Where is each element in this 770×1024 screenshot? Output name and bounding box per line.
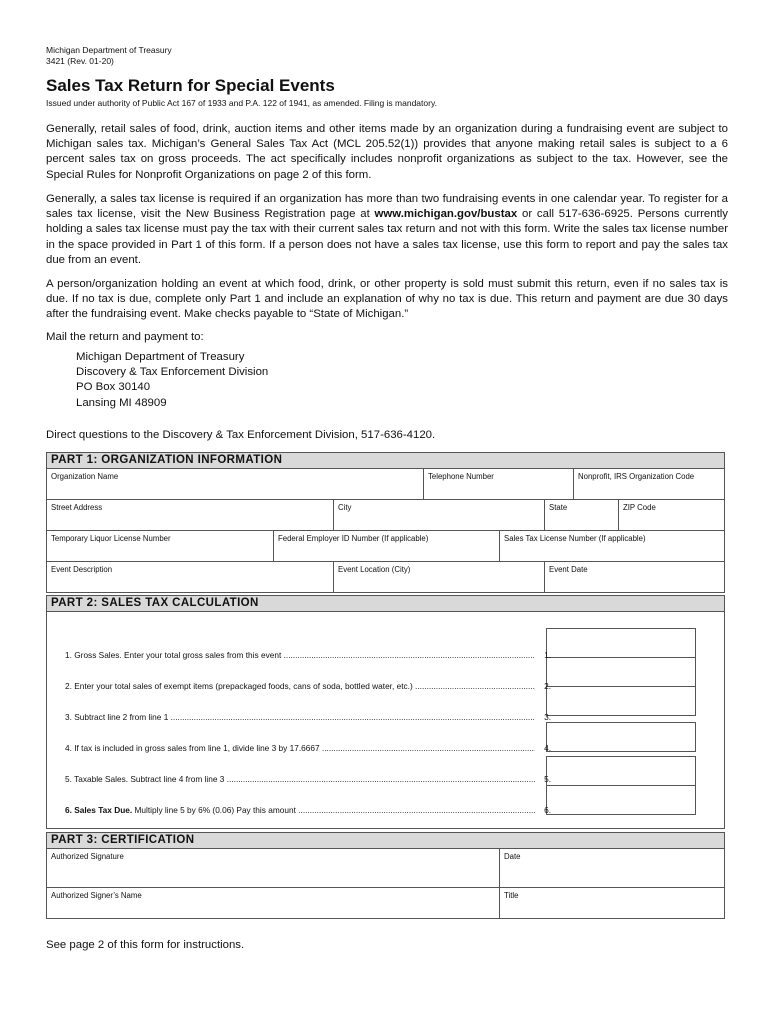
city-field[interactable]: City: [333, 499, 545, 531]
line-3-amount[interactable]: [546, 686, 696, 716]
line-1-amount[interactable]: [546, 628, 696, 658]
signer-name-field[interactable]: Authorized Signer’s Name: [46, 887, 500, 919]
line-2-amount[interactable]: [546, 657, 696, 687]
fein-field[interactable]: Federal Employer ID Number (If applicable): [273, 530, 500, 562]
line-number: 5.: [544, 774, 551, 784]
mail-instructions: Mail the return and payment to:: [46, 331, 204, 343]
intro-paragraph-3: A person/organization holding an event at which food, drink, or other property is sold must submit this return, even if no sales tax is due. If no tax is due, complete only Part 1 and include an explanation of why no tax is due. This return and payment are due 30 days after the fundraising event. Make checks payable to “State of Michigan.”: [46, 278, 728, 321]
calc-line-4: 4. If tax is included in gross sales from line 1, divide line 3 by 17.6667 .....: [65, 743, 535, 753]
event-description-field[interactable]: Event Description: [46, 561, 334, 593]
form-header: [46, 45, 172, 67]
nonprofit-code-field[interactable]: Nonprofit, IRS Organization Code: [573, 468, 725, 500]
p2-text-after: or call 517-636-6925. Persons currently holding a sales tax license must pay the tax with their current sales tax return and not with this form. Write the sales tax license number in the space provided in Part 1 of this form. If a person does not have a sales tax license, use this form to report and pay the sales tax due from an event.: [46, 208, 728, 266]
authority-line: Issued under authority of Public Act 167 of 1933 and P.A. 122 of 1941, as amended. Filing is mandatory.: [46, 98, 437, 108]
address-line: Michigan Department of Treasury: [76, 351, 245, 363]
line-number: 2.: [544, 681, 551, 691]
signer-title-field[interactable]: Title: [499, 887, 725, 919]
event-location-field[interactable]: Event Location (City): [333, 561, 545, 593]
state-field[interactable]: State: [544, 499, 619, 531]
footer-note: See page 2 of this form for instructions.: [46, 939, 245, 951]
part2-heading: PART 2: SALES TAX CALCULATION: [46, 595, 725, 612]
address-line: PO Box 30140: [76, 381, 151, 394]
calc-line-2: 2. Enter your total sales of exempt items (prepackaged foods, cans of soda, bottled water, etc.) .....: [65, 681, 535, 691]
line-6-text: Multiply line 5 by 6% (0.06) Pay this amount: [132, 805, 296, 815]
part1-grid: [46, 468, 725, 593]
street-address-field[interactable]: Street Address: [46, 499, 334, 531]
contact-line: Direct questions to the Discovery & Tax Enforcement Division, 517-636-4120.: [46, 429, 436, 441]
line-number: 3.: [544, 712, 551, 722]
event-date-field[interactable]: Event Date: [544, 561, 725, 593]
calc-line-6: [65, 805, 535, 815]
organization-name-field[interactable]: Organization Name: [46, 468, 424, 500]
signature-date-field[interactable]: Date: [499, 848, 725, 888]
form-number: 3421 (Rev. 01-20): [46, 56, 114, 66]
line-number: 6.: [544, 805, 551, 815]
p2-text-before: Generally, a sales tax license is required if an organization has more than two fundraising events in one calendar year. To register for a sales tax license, visit the New Business Registration page at: [46, 193, 728, 221]
line-number: 4.: [544, 743, 551, 753]
liquor-license-field[interactable]: Temporary Liquor License Number: [46, 530, 274, 562]
line-4-amount[interactable]: [546, 722, 696, 752]
authorized-signature-field[interactable]: Authorized Signature: [46, 848, 500, 888]
address-line: Lansing MI 48909: [76, 396, 167, 409]
zip-code-field[interactable]: ZIP Code: [618, 499, 725, 531]
line-5-amount[interactable]: [546, 756, 696, 786]
part2-calculation: [46, 611, 725, 829]
telephone-field[interactable]: Telephone Number: [423, 468, 574, 500]
line-number: 1.: [544, 650, 551, 660]
intro-paragraph-1: Generally, retail sales of food, drink, auction items and other items made by an organization during a fundraising event are subject to Michigan sales tax. Michigan’s General Sales Tax Act (MCL 205.52(1)) provides that anyone making retail sales is subject to a 6 percent sales tax on gross proceeds. The act specifically includes nonprofit organizations as subject to the tax. However, see the Special Rules for Nonprofit Organizations on page 2 of this form.: [46, 123, 728, 181]
part3-heading: PART 3: CERTIFICATION: [46, 832, 725, 849]
address-line: Discovery & Tax Enforcement Division: [76, 366, 269, 379]
agency-name: Michigan Department of Treasury: [46, 45, 172, 55]
mailing-address: [76, 350, 268, 411]
intro-paragraph-2: [46, 192, 728, 268]
line-6-bold-label: 6. Sales Tax Due.: [65, 805, 133, 815]
part3-grid: [46, 848, 725, 919]
bustax-link[interactable]: www.michigan.gov/bustax: [374, 208, 518, 221]
calc-line-1: 1. Gross Sales. Enter your total gross sales from this event .....: [65, 650, 535, 660]
line-6-amount[interactable]: [546, 785, 696, 815]
calc-line-5: 5. Taxable Sales. Subtract line 4 from line 3 .....: [65, 774, 535, 784]
calc-line-3: 3. Subtract line 2 from line 1 .....: [65, 712, 535, 722]
part1-heading: PART 1: ORGANIZATION INFORMATION: [46, 452, 725, 469]
sales-tax-license-field[interactable]: Sales Tax License Number (If applicable): [499, 530, 725, 562]
page-title: Sales Tax Return for Special Events: [46, 76, 335, 95]
